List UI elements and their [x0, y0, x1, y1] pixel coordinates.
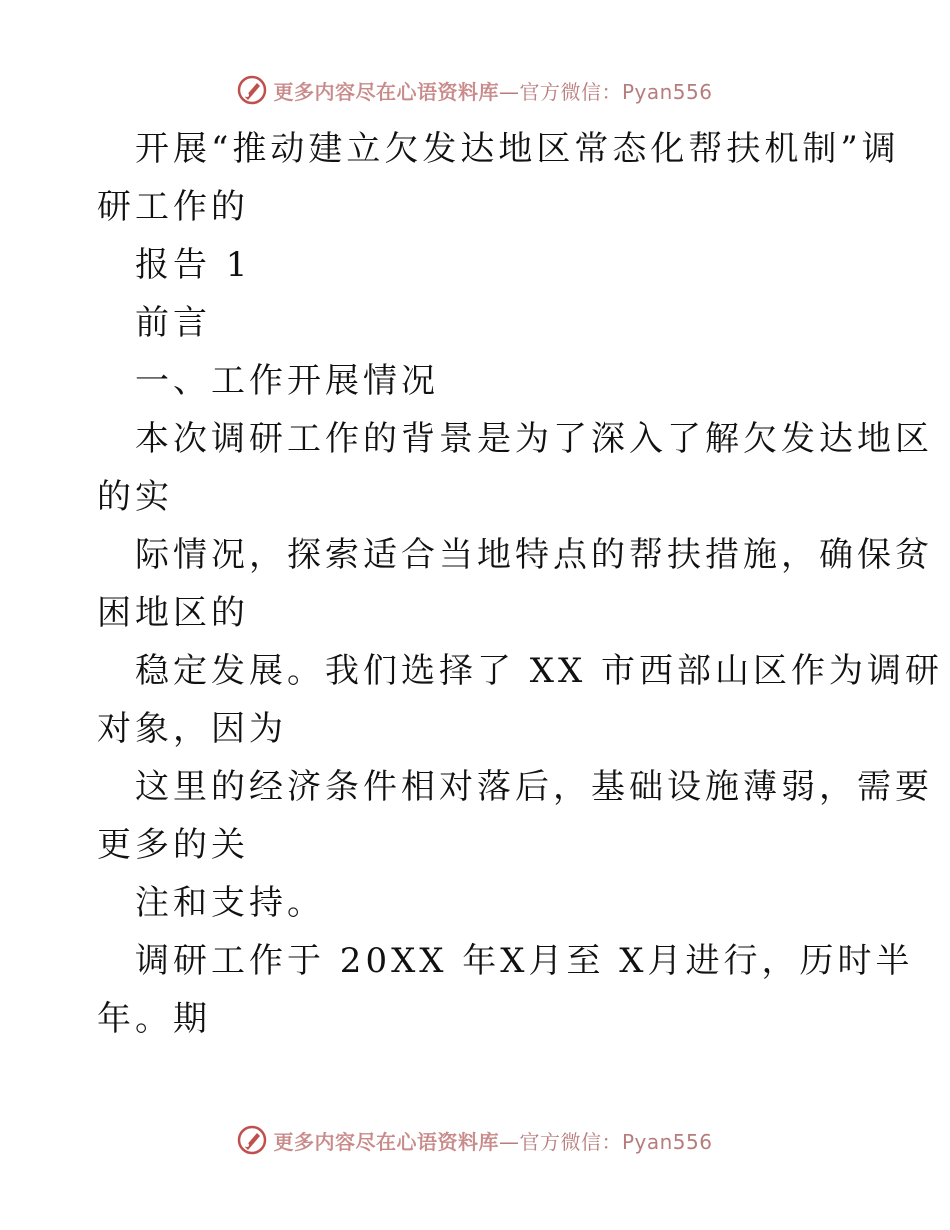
text-line: 开展“推动建立欠发达地区常态化帮扶机制”调 — [135, 129, 900, 169]
text-line: 对象，因为 — [97, 709, 287, 749]
section-heading: 一、工作开展情况 — [135, 361, 439, 401]
footer-watermark — [0, 1120, 950, 1160]
text-line: 年。期 — [97, 999, 211, 1039]
text-line: 调研工作于 20XX 年X月至 X月进行，历时半 — [135, 941, 914, 981]
text-line: 注和支持。 — [135, 883, 325, 923]
pen-logo-icon — [237, 75, 267, 105]
text-line: 前言 — [135, 303, 211, 343]
header-watermark — [0, 70, 950, 110]
text-line: 更多的关 — [97, 825, 249, 865]
text-line: 际情况，探索适合当地特点的帮扶措施，确保贫 — [135, 535, 933, 575]
watermark-text: 更多内容尽在心语资料库—官方微信：Pyan556 — [273, 79, 713, 104]
text-line: 这里的经济条件相对落后，基础设施薄弱，需要 — [135, 767, 933, 807]
text-line: 报告 1 — [135, 245, 252, 285]
text-line: 困地区的 — [97, 593, 249, 633]
text-line: 的实 — [97, 477, 173, 517]
text-line: 研工作的 — [97, 187, 249, 227]
text-line: 本次调研工作的背景是为了深入了解欠发达地区 — [135, 419, 933, 459]
pen-logo-icon — [237, 1125, 267, 1155]
text-line: 稳定发展。我们选择了 XX 市西部山区作为调研 — [135, 651, 944, 691]
document-body — [97, 120, 944, 1048]
watermark-text: 更多内容尽在心语资料库—官方微信：Pyan556 — [273, 1129, 713, 1154]
